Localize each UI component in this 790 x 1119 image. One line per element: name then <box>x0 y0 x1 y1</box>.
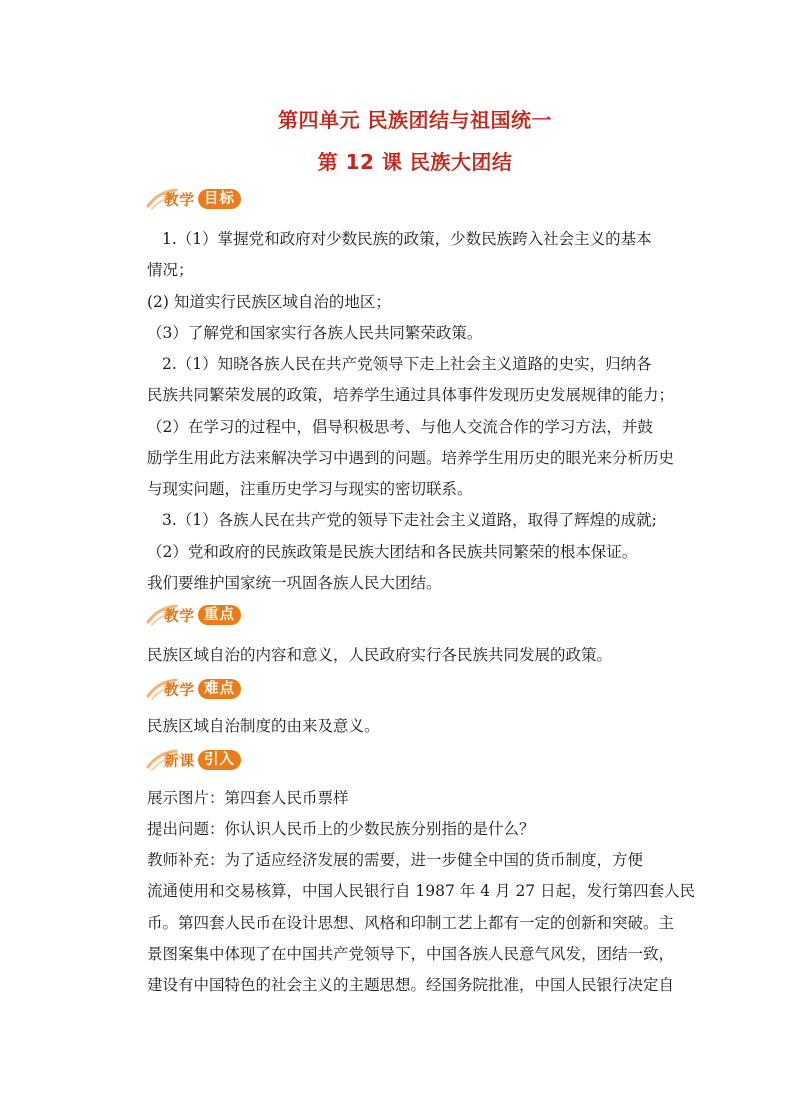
badge-label-b: 目标 <box>198 189 241 209</box>
section-badge-intro <box>146 747 264 773</box>
text-line: 提出问题：你认识人民币上的少数民族分别指的是什么？ <box>147 820 535 838</box>
text-line: 民族区域自治制度的由来及意义。 <box>147 717 380 735</box>
badge-label-b: 难点 <box>198 679 241 699</box>
text-line: （3）了解党和国家实行各族人民共同繁荣政策。 <box>147 324 483 342</box>
lesson-title: 第 12 课 民族大团结 <box>317 150 513 174</box>
text-line: 我们要维护国家统一巩固各族人民大团结。 <box>147 574 442 592</box>
text-line: 情况； <box>147 261 194 279</box>
section-badge-key-points <box>146 602 264 628</box>
badge-label-b: 引入 <box>198 750 241 770</box>
text-line: 流通使用和交易核算，中国人民银行自 1987 年 4 月 27 日起，发行第四套人民 <box>147 882 696 900</box>
text-line: 3.（1）各族人民在共产党的领导下走社会主义道路，取得了辉煌的成就; <box>162 511 657 529</box>
section-badge-objectives <box>146 186 264 212</box>
text-line: 展示图片：第四套人民币票样 <box>147 789 349 807</box>
text-line: (2) 知道实行民族区域自治的地区； <box>147 293 391 311</box>
text-line: （2）党和政府的民族政策是民族大团结和各民族共同繁荣的根本保证。 <box>147 543 638 561</box>
text-line: （2）在学习的过程中，倡导积极思考、与他人交流合作的学习方法，并鼓 <box>147 418 653 436</box>
section-badge-difficulties <box>146 676 264 702</box>
text-line: 1.（1）掌握党和政府对少数民族的政策，少数民族跨入社会主义的基本 <box>162 230 652 248</box>
badge-label-a: 教学 <box>164 682 195 699</box>
text-line: 民族区域自治的内容和意义，人民政府实行各民族共同发展的政策。 <box>147 646 613 664</box>
text-line: 2.（1）知晓各族人民在共产党领导下走上社会主义道路的史实，归纳各 <box>162 355 652 373</box>
badge-label-b: 重点 <box>198 605 241 625</box>
text-line: 励学生用此方法来解决学习中遇到的问题。培养学生用历史的眼光来分析历史 <box>147 449 675 467</box>
text-line: 币。第四套人民币在设计思想、风格和印制工艺上都有一定的创新和突破。主 <box>147 914 675 932</box>
text-line: 教师补充：为了适应经济发展的需要，进一步健全中国的货币制度，方便 <box>147 851 644 869</box>
unit-title: 第四单元 民族团结与祖国统一 <box>278 108 552 132</box>
text-line: 民族共同繁荣发展的政策，培养学生通过具体事件发现历史发展规律的能力； <box>147 386 675 404</box>
badge-label-a: 教学 <box>164 192 195 209</box>
text-line: 建设有中国特色的社会主义的主题思想。经国务院批准，中国人民银行决定自 <box>147 976 675 994</box>
badge-label-a: 新课 <box>164 753 195 770</box>
badge-label-a: 教学 <box>164 608 195 625</box>
text-line: 景图案集中体现了在中国共产党领导下，中国各族人民意气风发，团结一致， <box>147 945 675 963</box>
text-line: 与现实问题，注重历史学习与现实的密切联系。 <box>147 480 473 498</box>
